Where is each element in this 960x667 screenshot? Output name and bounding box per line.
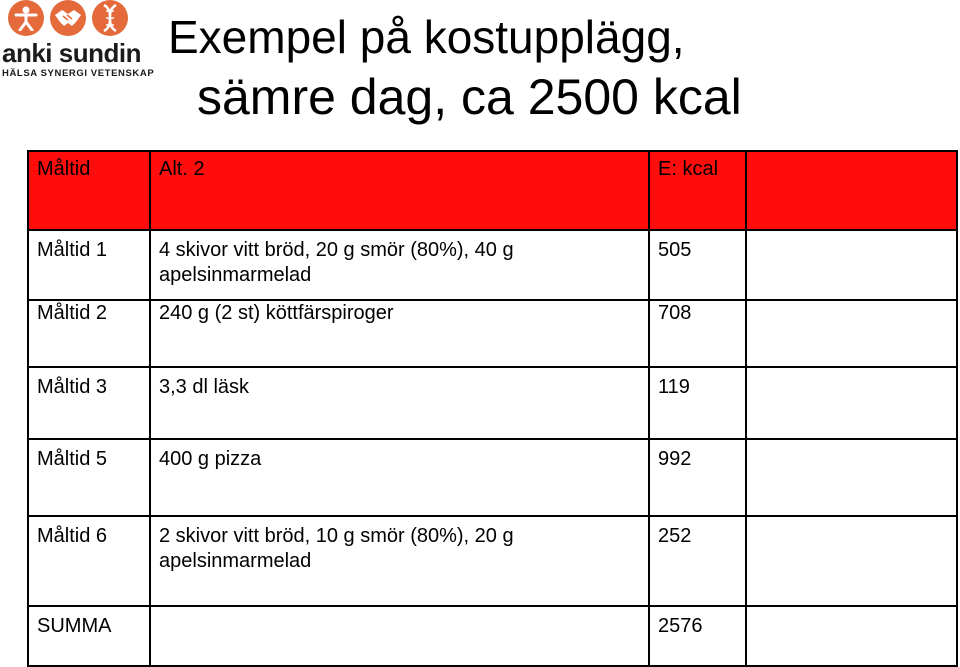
empty-cell [746,439,957,516]
kcal-cell: 992 [649,439,746,516]
table-row [28,367,957,439]
kcal-cell: 708 [649,300,746,367]
header-meal: Måltid [28,151,150,230]
header-empty [746,151,957,230]
page-title-line-1: Exempel på kostupplägg, [168,11,685,63]
empty-cell [746,367,957,439]
header-alternative: Alt. 2 [150,151,649,230]
logo [0,0,162,86]
table-header-row [28,151,957,230]
total-row [28,606,957,666]
food-cell: 400 g pizza [150,439,649,516]
food-cell: 240 g (2 st) köttfärspiroger [150,300,649,367]
logo-icons [8,0,128,40]
meal-cell: Måltid 3 [28,367,150,439]
table-row [28,516,957,606]
table-row [28,300,957,367]
handshake-icon [50,0,86,36]
total-kcal: 2576 [649,606,746,666]
meal-cell: Måltid 1 [28,230,150,300]
food-cell: 3,3 dl läsk [150,367,649,439]
empty-cell [746,230,957,300]
table-row [28,230,957,300]
food-cell: 4 skivor vitt bröd, 20 g smör (80%), 40 g apelsinmarmelad [150,230,649,300]
meal-cell: Måltid 5 [28,439,150,516]
kcal-cell: 119 [649,367,746,439]
total-label: SUMMA [28,606,150,666]
empty-cell [746,300,957,367]
header-energy: E: kcal [649,151,746,230]
empty-cell [746,606,957,666]
page-title-line-2: sämre dag, ca 2500 kcal [197,69,742,125]
food-cell: 2 skivor vitt bröd, 10 g smör (80%), 20 g apelsinmarmelad [150,516,649,606]
empty-cell [746,516,957,606]
kcal-cell: 252 [649,516,746,606]
person-icon [8,0,44,36]
food-cell [150,606,649,666]
kcal-cell: 505 [649,230,746,300]
table-row [28,439,957,516]
meal-table [27,150,958,667]
meal-cell: Måltid 2 [28,300,150,367]
logo-name: anki sundin [2,38,141,68]
dna-icon [92,0,128,36]
logo-tagline: HÄLSA SYNERGI VETENSKAP [2,68,155,79]
meal-cell: Måltid 6 [28,516,150,606]
